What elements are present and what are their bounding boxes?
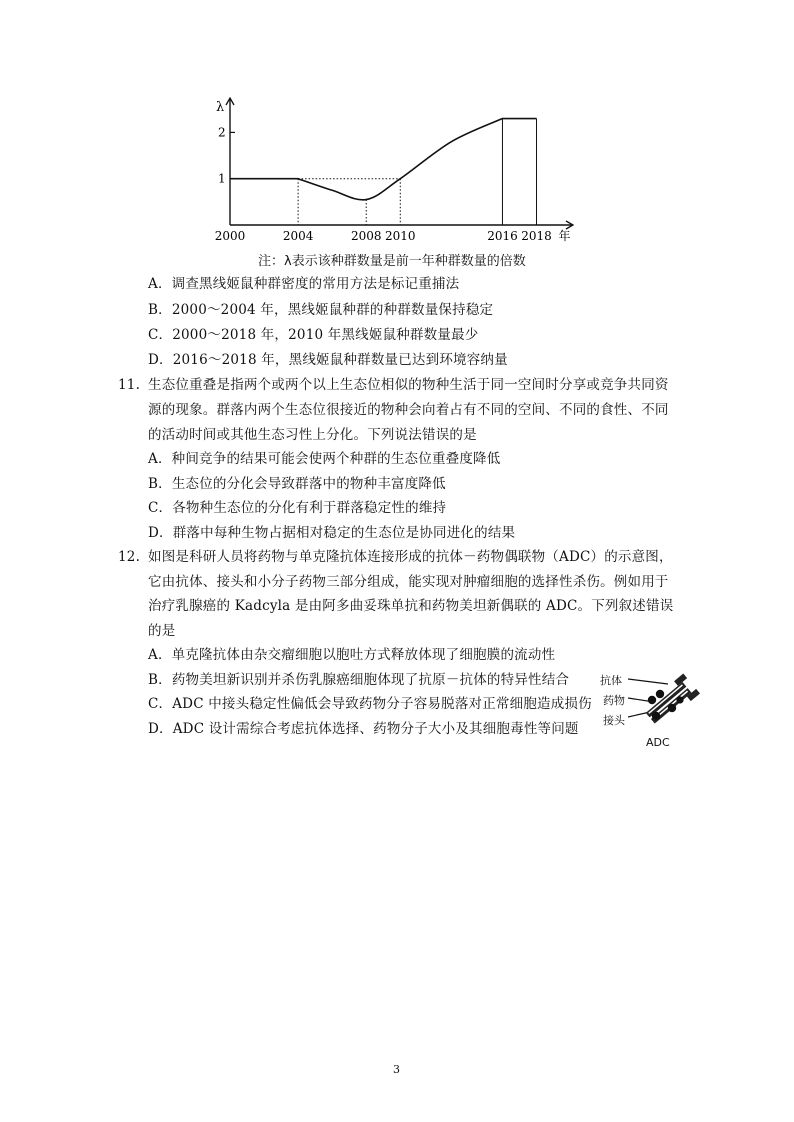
adc-caption: ADC (646, 736, 670, 749)
q11-number: 11. (118, 377, 141, 393)
q12-option-c: C．ADC 中接头稳定性偏低会导致药物分子容易脱落对正常细胞造成损伤 (148, 696, 592, 712)
q12-option-a: A．单克隆抗体由杂交瘤细胞以胞吐方式释放体现了细胞膜的流动性 (148, 647, 556, 663)
y-tick-label: 1 (218, 171, 226, 186)
q11-option-b: B．生态位的分化会导致群落中的物种丰富度降低 (148, 476, 446, 492)
x-tick-label: 2016 (487, 229, 518, 243)
adc-label-linker: 接头 (603, 714, 625, 727)
chart-series (230, 119, 537, 200)
x-tick-label: 2004 (282, 229, 314, 243)
q11-option-a: A．种间竞争的结果可能会使两个种群的生态位重叠度降低 (148, 451, 501, 467)
q12-stem-line: 的是 (148, 623, 176, 639)
chart-axes (226, 98, 573, 229)
x-tick-label: 2008 (350, 229, 382, 243)
x-tick-label: 2018 (521, 229, 552, 243)
q10-option-c: C．2000～2018 年，2010 年黑线姬鼠种群数量最少 (148, 327, 479, 343)
q11-option-c: C．各物种生态位的分化有利于群落稳定性的维持 (148, 500, 447, 516)
adc-label-antibody: 抗体 (600, 674, 622, 687)
y-axis-label: λ (216, 100, 225, 115)
q12-stem-line: 如图是科研人员将药物与单克隆抗体连接形成的抗体－药物偶联物（ADC）的示意图， (148, 549, 673, 565)
q12-stem-line: 它由抗体、接头和小分子药物三部分组成，能实现对肿瘤细胞的选择性杀伤。例如用于 (148, 574, 669, 590)
q11-stem-line: 生态位重叠是指两个或两个以上生态位相似的物种生活于同一空间时分享或竞争共同资 (148, 377, 669, 393)
q12-option-b: B．药物美坦新识别并杀伤乳腺癌细胞体现了抗原－抗体的特异性结合 (148, 672, 570, 688)
chart-note: 注：λ表示该种群数量是前一年种群数量的倍数 (258, 254, 526, 269)
q10-option-b: B．2000～2004 年，黑线姬鼠种群的种群数量保持稳定 (148, 302, 494, 318)
page-number: 3 (393, 1063, 400, 1076)
q12-stem-line: 治疗乳腺癌的 Kadcyla 是由阿多曲妥珠单抗和药物美坦新偶联的 ADC。下列叙述错误 (148, 598, 674, 614)
adc-label-drug: 药物 (603, 694, 625, 707)
chart-guides (298, 119, 536, 225)
q11-option-d: D．群落中每种生物占据相对稳定的生态位是协同进化的结果 (148, 525, 516, 541)
x-tick-label: 2000 (214, 229, 246, 243)
q11-stem-line: 的活动时间或其他生态习性上分化。下列说法错误的是 (148, 427, 477, 443)
lambda-series-line (230, 119, 537, 200)
adc-diagram (600, 670, 700, 752)
q12-option-d: D．ADC 设计需综合考虑抗体选择、药物分子大小及其细胞毒性等问题 (148, 721, 579, 737)
x-tick-label: 2010 (385, 229, 416, 243)
q10-option-d: D．2016～2018 年，黑线姬鼠种群数量已达到环境容纳量 (148, 352, 508, 368)
q10-option-a: A．调查黑线姬鼠种群密度的常用方法是标记重捕法 (148, 276, 460, 292)
lambda-line-chart (205, 95, 590, 255)
x-axis-unit: 年 (558, 229, 571, 243)
adc-molecule-icon (628, 670, 700, 732)
q11-stem-line: 源的现象。群落内两个生态位很接近的物种会向着占有不同的空间、不同的食性、不同 (148, 402, 669, 418)
y-tick-label: 2 (218, 125, 226, 140)
q12-number: 12. (118, 549, 141, 565)
chart-ticks (215, 100, 571, 243)
